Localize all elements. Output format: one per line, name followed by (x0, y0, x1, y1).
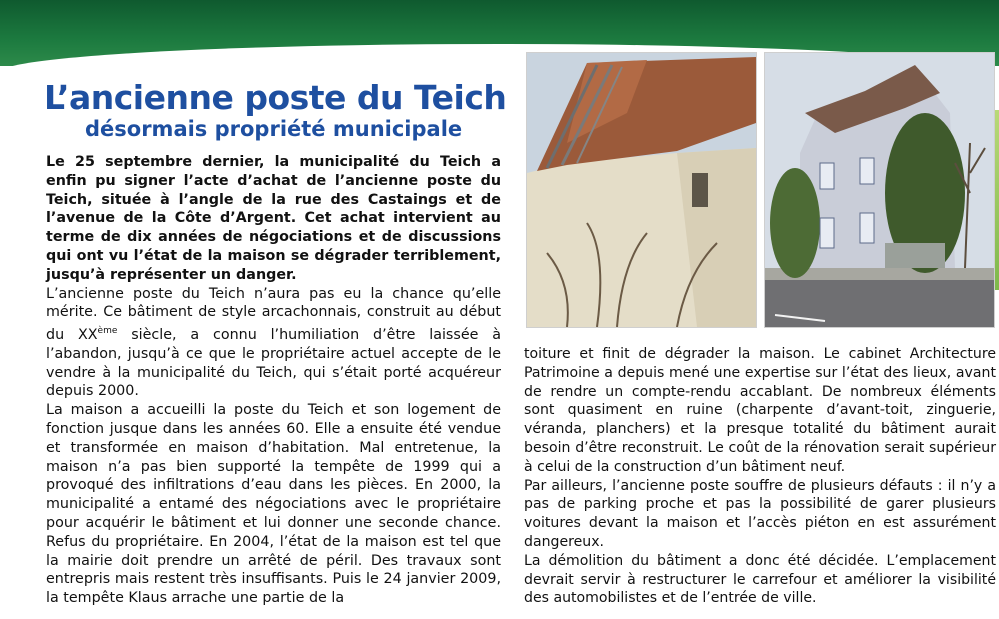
photo-damaged-roof (526, 52, 757, 328)
lead-paragraph: Le 25 septembre dernier, la municipalité du Teich a enfin pu signer l’acte d’achat de l’ancienne poste du Teich, située à l’angle de la rue des Castaings et de l’avenue de la Côte d’Argent. Cet achat intervient au terme de dix années de négociations et de discussions qui ont vu l’état de la maison se dégrader terriblement, jusqu’à représenter un danger. (46, 154, 501, 283)
article-title: L’ancienne poste du Teich (44, 78, 507, 117)
paragraph-demolition: La démolition du bâtiment a donc été décidée. L’emplacement devrait servir à restructurer le carrefour et améliorer la visibilité des automobilistes et de l’entrée de ville. (524, 552, 996, 607)
house-photo-illustration (765, 53, 994, 327)
paragraph-history-end: siècle, a connu l’humiliation d’être laissée à l’abandon, jusqu’à ce que le propriétaire actuel accepte de le vendre à la municipalité du Teich, qui s’était porté acquéreur depuis 2000. (46, 326, 501, 400)
paragraph-expertise: toiture et finit de dégrader la maison. Le cabinet Architecture Patrimoine a depuis mené une expertise sur l’état des lieux, avant de rendre un compte-rendu accablant. De nombreux éléments sont quasiment en ruine (charpente d’avant-toit, zinguerie, véranda, planchers) et la presque totalité du bâtiment aurait besoin d’être reconstruit. Le coût de la rénovation serait supérieur à celui de la construction d’un bâtiment neuf. (524, 346, 996, 475)
article-subtitle: désormais propriété municipale (85, 117, 463, 141)
paragraph-history (46, 285, 501, 402)
paragraph-history-start: L’ancienne poste du Teich n’aura pas eu la chance qu’elle mérite. Ce bâtiment de style arcachonnais, construit au début du XX (46, 285, 501, 343)
column-right (524, 345, 996, 608)
paragraph-defects: Par ailleurs, l’ancienne poste souffre de plusieurs défauts : il n’y a pas de parking proche et pas la possibilité de garer plusieurs voitures devant la maison et l’accès piéton en est assurément dangereux. (524, 477, 996, 550)
column-left (46, 153, 501, 608)
roof-photo-illustration (527, 53, 756, 327)
photo-house-exterior (764, 52, 995, 328)
paragraph-timeline: La maison a accueilli la poste du Teich et son logement de fonction jusque dans les années 60. Elle a ensuite été vendue et transformée en maison d’habitation. Mal entretenue, la maison n’a pas bien supporté la tempête de 1999 qui a provoqué des infiltrations d’eau dans les pièces. En 2000, la municipalité a entamé des négociations avec le propriétaire pour acquérir le bâtiment et lui donner une seconde chance. Refus du propriétaire. En 2004, l’état de la maison est tel que la mairie doit prendre un arrêté de péril. Des travaux sont entrepris mais restent très insuffisants. Puis le 24 janvier 2009, la tempête Klaus arrache une partie de la (46, 402, 501, 607)
ordinal-superscript: ème (97, 326, 118, 337)
